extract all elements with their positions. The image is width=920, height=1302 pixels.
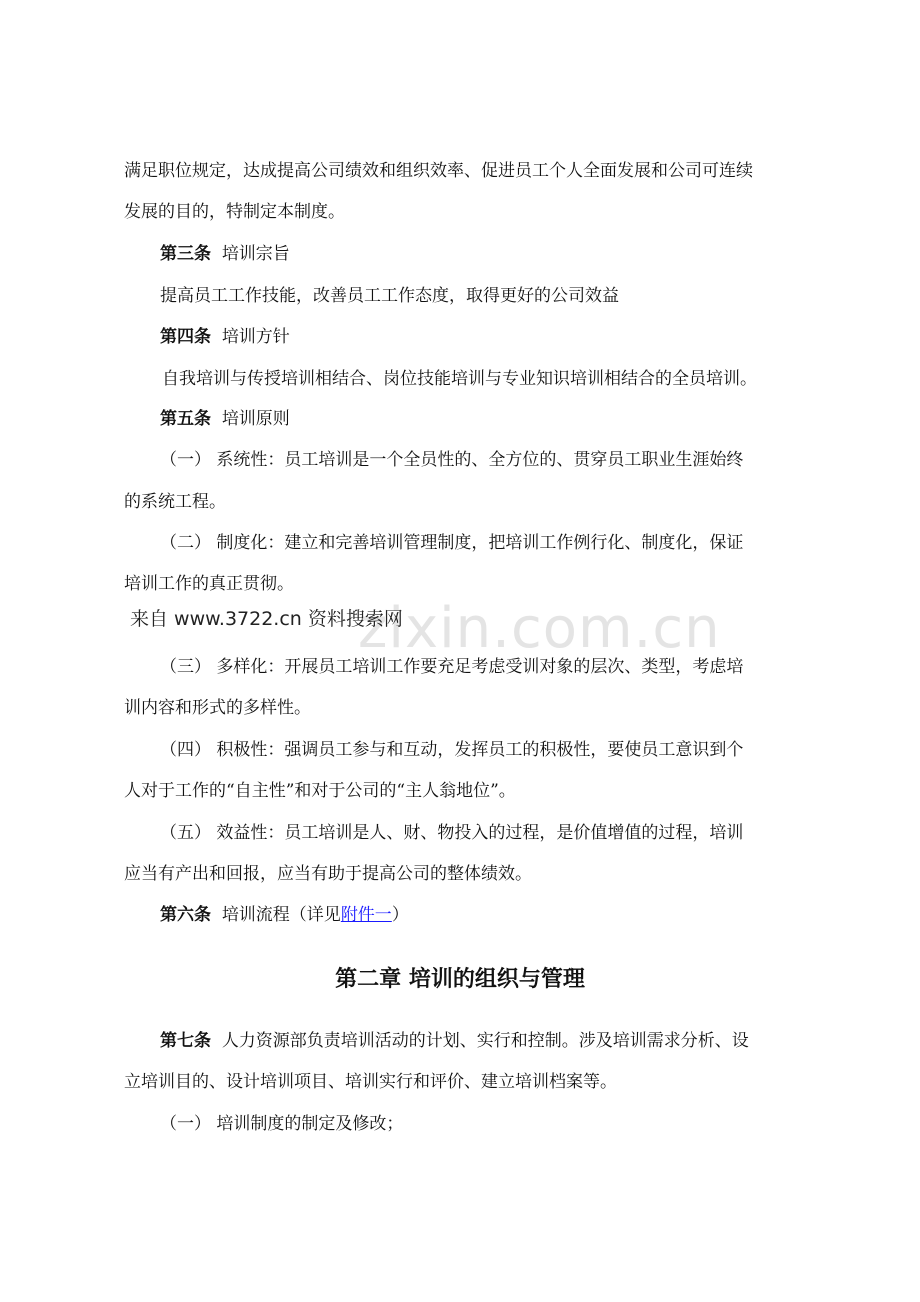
list-item-line: 培训工作的真正贯彻。: [124, 574, 294, 594]
article-number: 第四条: [160, 327, 211, 347]
article-number: 第五条: [160, 409, 211, 429]
paragraph-line: 自我培训与传授培训相结合、岗位技能培训与专业知识培训相结合的全员培训。: [162, 369, 757, 389]
article-title: 培训流程（详见: [221, 905, 341, 925]
paragraph-line: 立培训目的、设计培训项目、培训实行和评价、建立培训档案等。: [124, 1072, 617, 1092]
article-5-heading: [160, 408, 290, 430]
list-item-line: （五） 效益性：员工培训是人、财、物投入的过程，是价值增值的过程，培训: [160, 823, 744, 843]
paragraph-line: 提高员工工作技能，改善员工工作态度，取得更好的公司效益: [160, 286, 619, 306]
list-item-line: （三） 多样化：开展员工培训工作要充足考虑受训对象的层次、类型，考虑培: [160, 657, 744, 677]
source-banner: 来自 www.3722.cn 资料搜索网: [130, 608, 403, 630]
site-watermark: zixin.com.cn: [358, 596, 721, 661]
article-3-heading: [160, 243, 290, 265]
article-title: 培训方针: [221, 327, 290, 347]
list-item-line: （二） 制度化：建立和完善培训管理制度，把培训工作例行化、制度化，保证: [160, 533, 744, 553]
list-item-line: 人对于工作的“自主性”和对于公司的“主人翁地位”。: [124, 781, 516, 801]
paragraph-line: 满足职位规定，达成提高公司绩效和组织效率、促进员工个人全面发展和公司可连续: [124, 161, 753, 181]
article-number: 第六条: [160, 905, 211, 925]
list-item-line: （四） 积极性：强调员工参与和互动，发挥员工的积极性，要使员工意识到个: [160, 740, 744, 760]
closing-paren: ）: [391, 905, 409, 925]
article-4-heading: [160, 326, 290, 348]
list-item-line: 应当有产出和回报，应当有助于提高公司的整体绩效。: [124, 864, 532, 884]
list-item-line: 的系统工程。: [124, 492, 226, 512]
article-7-line: [160, 1030, 749, 1052]
chapter-heading: 第二章 培训的组织与管理: [335, 967, 585, 992]
appendix-link[interactable]: 附件一: [340, 905, 392, 925]
list-item-line: （一） 系统性：员工培训是一个全员性的、全方位的、贯穿员工职业生涯始终: [160, 450, 744, 470]
list-item-line: 训内容和形式的多样性。: [124, 698, 311, 718]
list-item-line: （一） 培训制度的制定及修改；: [160, 1114, 404, 1134]
article-6-heading: [160, 904, 409, 926]
article-title: 培训宗旨: [221, 244, 290, 264]
article-number: 第三条: [160, 244, 211, 264]
article-number: 第七条: [160, 1031, 211, 1051]
paragraph-line: 发展的目的，特制定本制度。: [124, 202, 345, 222]
article-title: 培训原则: [221, 409, 290, 429]
article-text: 人力资源部负责培训活动的计划、实行和控制。涉及培训需求分析、设: [221, 1031, 749, 1051]
